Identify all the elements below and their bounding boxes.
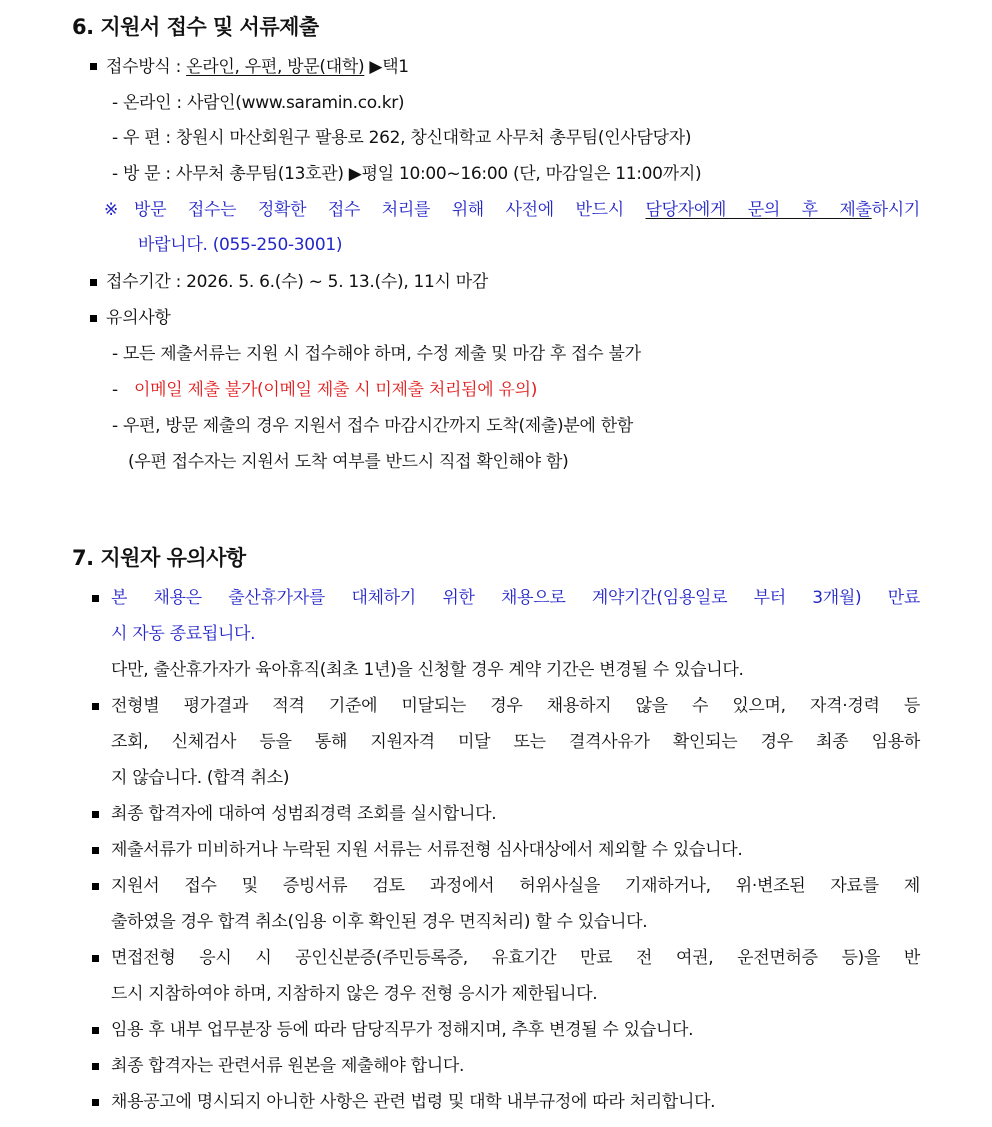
s7-item7: 임용 후 내부 업무분장 등에 따라 담당직무가 정해지며, 추후 변경될 수 있습니다.	[111, 1020, 694, 1040]
bullet-icon	[92, 1027, 99, 1034]
caution-item-1: - 모든 제출서류는 지원 시 접수해야 하며, 수정 제출 및 마감 후 접수 불가	[112, 344, 641, 364]
caution-item-2: 이메일 제출 불가(이메일 제출 시 미제출 처리됨에 유의)	[134, 380, 538, 400]
bullet-icon	[92, 1063, 99, 1070]
bullet-icon	[90, 63, 97, 70]
visit-note-line2: 바랍니다. (055-250-3001)	[138, 235, 343, 255]
note-mark: ※	[104, 200, 118, 220]
method-value: 온라인, 우편, 방문(대학)	[186, 57, 365, 77]
caution-item-4: (우편 접수자는 지원서 도착 여부를 반드시 직접 확인해야 함)	[128, 452, 569, 472]
caution-item-3: - 우편, 방문 제출의 경우 지원서 접수 마감시간까지 도착(제출)분에 한함	[112, 416, 633, 436]
s7-item1-line2: 시 자동 종료됩니다.	[111, 624, 256, 644]
bullet-icon	[92, 847, 99, 854]
s7-item2-line1: 전형별 평가결과 적격 기준에 미달되는 경우 채용하지 않을 수 있으며, 자격·경력 등	[111, 696, 920, 716]
note-text-c: 하시기	[871, 200, 920, 220]
s7-item1-line1: 본 채용은 출산휴가자를 대체하기 위한 채용으로 계약기간(임용일로 부터 3개월) 만료	[111, 588, 920, 608]
bullet-icon	[92, 883, 99, 890]
bullet-icon	[90, 279, 97, 286]
s7-item6-line2: 드시 지참하여야 하며, 지참하지 않은 경우 전형 응시가 제한됩니다.	[111, 984, 598, 1004]
s7-item2-line2: 조회, 신체검사 등을 통해 지원자격 미달 또는 결격사유가 확인되는 경우 최종 임용하	[111, 732, 920, 752]
section-7-title: 7. 지원자 유의사항	[72, 546, 246, 570]
method-label: 접수방식 :	[106, 57, 187, 77]
bullet-icon	[92, 703, 99, 710]
s7-item6-line1: 면접전형 응시 시 공인신분증(주민등록증, 유효기간 만료 전 여권, 운전면허증 등)을 반	[111, 948, 920, 968]
method-choice: ▶택1	[364, 57, 409, 77]
bullet-icon	[92, 955, 99, 962]
period-line: 접수기간 : 2026. 5. 6.(수) ~ 5. 13.(수), 11시 마감	[106, 272, 489, 292]
note-text-underlined: 담당자에게 문의 후 제출	[645, 200, 872, 220]
section-6-title: 6. 지원서 접수 및 서류제출	[72, 15, 319, 39]
bullet-icon	[92, 1099, 99, 1106]
bullet-icon	[92, 595, 99, 602]
bullet-icon	[90, 315, 97, 322]
caution-title: 유의사항	[106, 308, 171, 328]
visit-line: - 방 문 : 사무처 총무팀(13호관) ▶평일 10:00~16:00 (단, 마감일은 11:00까지)	[112, 164, 702, 184]
s7-item3: 최종 합격자에 대하여 성범죄경력 조회를 실시합니다.	[111, 804, 497, 824]
online-line: - 온라인 : 사람인(www.saramin.co.kr)	[112, 93, 405, 113]
s7-item5-line1: 지원서 접수 및 증빙서류 검토 과정에서 허위사실을 기재하거나, 위·변조된 자료를 제	[111, 876, 920, 896]
note-text-a: 방문 접수는 정확한 접수 처리를 위해 사전에 반드시	[134, 200, 646, 220]
s7-item4: 제출서류가 미비하거나 누락된 지원 서류는 서류전형 심사대상에서 제외할 수 있습니다.	[111, 840, 743, 860]
s7-item2-line3: 지 않습니다. (합격 취소)	[111, 768, 290, 788]
visit-note-line1	[134, 196, 920, 224]
method-line	[106, 53, 409, 81]
s7-item8: 최종 합격자는 관련서류 원본을 제출해야 합니다.	[111, 1056, 465, 1076]
s7-item9: 채용공고에 명시되지 아니한 사항은 관련 법령 및 대학 내부규정에 따라 처리합니다.	[111, 1092, 716, 1112]
caution-dash: -	[112, 380, 118, 400]
s7-item1-line3: 다만, 출산휴가자가 육아휴직(최초 1년)을 신청할 경우 계약 기간은 변경될 수 있습니다.	[111, 660, 744, 680]
post-line: - 우 편 : 창원시 마산회원구 팔용로 262, 창신대학교 사무처 총무팀(인사담당자)	[112, 128, 692, 148]
s7-item5-line2: 출하였을 경우 합격 취소(임용 이후 확인된 경우 면직처리) 할 수 있습니다.	[111, 912, 648, 932]
bullet-icon	[92, 811, 99, 818]
